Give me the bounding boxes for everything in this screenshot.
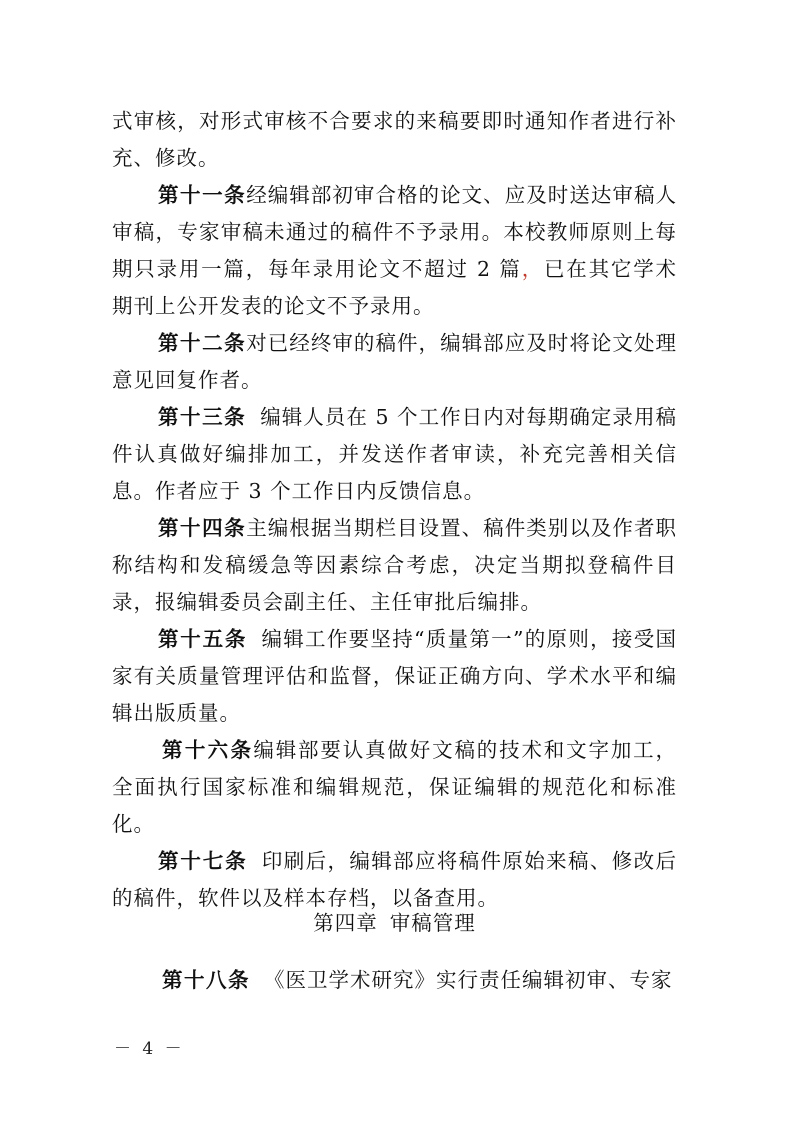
article-11-red-comma: ， (521, 257, 545, 281)
continuation-text: 式审核，对形式审核不合要求的来稿要即时通知作者进行补充、修改。 (112, 109, 677, 170)
article-13 (112, 399, 677, 510)
article-18 (112, 962, 677, 999)
chapter-number: 第四章 (313, 911, 378, 935)
article-18-paragraph (112, 962, 677, 999)
article-16-label: 第十六条 (162, 738, 254, 762)
page-number: － 4 － (114, 1039, 185, 1059)
article-15 (112, 621, 677, 732)
article-16-text: 编辑部要认真做好文稿的技术和文字加工，全面执行国家标准和编辑规范，保证编辑的规范化和标准化。 (112, 738, 678, 836)
chapter-heading (112, 905, 677, 942)
article-17-label: 第十七条 (158, 849, 248, 873)
article-18-label: 第十八条 (162, 968, 250, 992)
article-14-label: 第十四条 (158, 516, 247, 540)
article-12-text: 对已经终审的稿件，编辑部应及时将论文处理意见回复作者。 (112, 331, 678, 392)
body-text (112, 103, 677, 917)
article-14-text: 主编根据当期栏目设置、稿件类别以及作者职称结构和发稿缓急等因素综合考虑，决定当期拟登稿件目录，报编辑委员会副主任、主任审批后编排。 (112, 516, 678, 614)
article-17-text: 印刷后，编辑部应将稿件原始来稿、修改后的稿件，软件以及样本存档，以备查用。 (112, 849, 678, 910)
continuation-paragraph (112, 103, 677, 177)
article-11-label: 第十一条 (158, 183, 247, 207)
article-13-text: 编辑人员在 5 个工作日内对每期确定录用稿件认真做好编排加工，并发送作者审读，补充完善相关信息。作者应于 3 个工作日内反馈信息。 (112, 405, 677, 503)
article-11-text-before: 经编辑部初审合格的论文、应及时送达审稿人审稿，专家审稿未通过的稿件不予录用。本校教师原则上每期只录用一篇，每年录用论文不超过 2 篇 (112, 183, 678, 281)
article-11-text-after: 已在其它学术期刊上公开发表的论文不予录用。 (112, 257, 677, 318)
article-15-text: 编辑工作要坚持“质量第一”的原则，接受国家有关质量管理评估和监督，保证正确方向、学术水平和编辑出版质量。 (112, 627, 677, 725)
article-14 (112, 510, 677, 621)
chapter-title: 审稿管理 (389, 911, 476, 935)
article-12 (112, 325, 677, 399)
article-11 (112, 177, 677, 325)
article-18-text: 《医卫学术研究》实行责任编辑初审、专家 (264, 968, 673, 992)
article-16 (112, 732, 677, 843)
article-15-label: 第十五条 (158, 627, 248, 651)
article-12-label: 第十二条 (158, 331, 247, 355)
article-13-label: 第十三条 (158, 405, 247, 429)
